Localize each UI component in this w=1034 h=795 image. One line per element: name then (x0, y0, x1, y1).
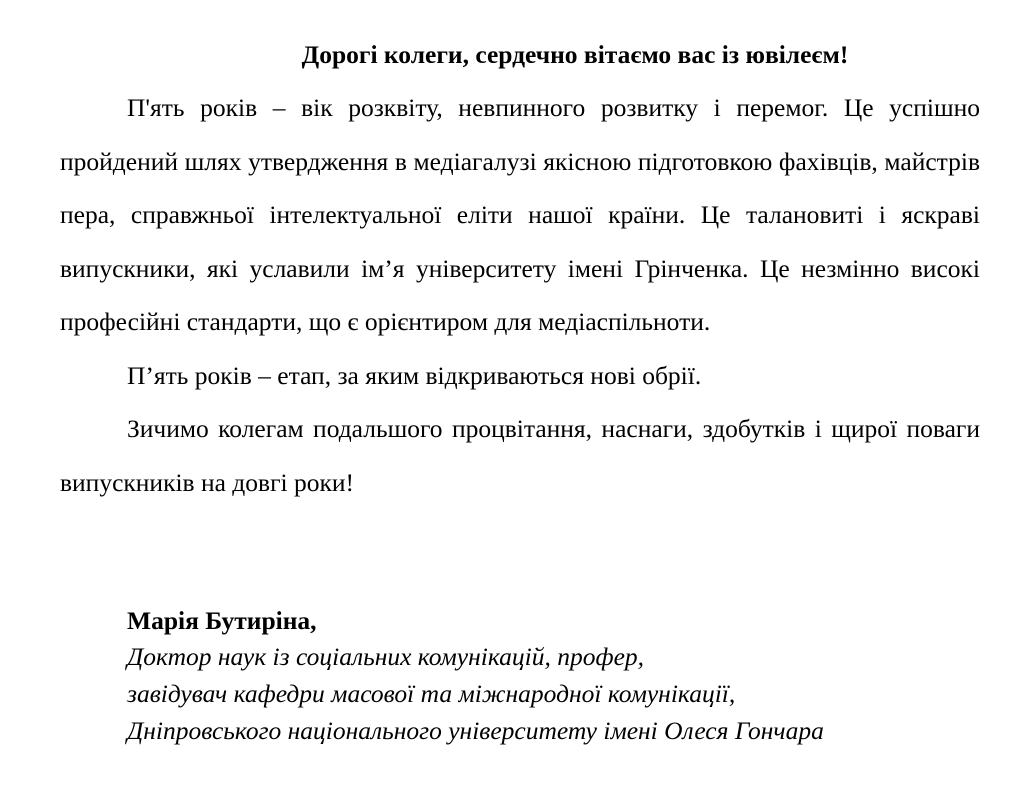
paragraph-wishes: Зичимо колегам подальшого процвітання, наснаги, здобутків і щирої поваги випускників на довгі роки! (60, 414, 980, 497)
paragraph-anniversary: П'ять років – вік розквіту, невпинного розвитку і перемог. Це успішно пройдений шлях утвердження в медіагалузі якісною підготовкою фахівців, майстрів пера, справжньої інтелектуальної еліти нашої країни. Це талановиті і яскраві випускники, які уславили ім’я університету імені Грінченка. Це незмінно високі професійні стандарти, що є орієнтиром для медіаспільноти. (60, 93, 980, 336)
signature-position: завідувач кафедри масової та міжнародної комунікації, (127, 679, 736, 708)
signature-university: Дніпровського національного університету імені Олеся Гончара (127, 716, 824, 745)
letter-body (60, 81, 980, 509)
signature-degree: Доктор наук із соціальних комунікацій, профер, (127, 642, 645, 671)
signature-block (127, 604, 1007, 749)
letter-heading: Дорогі колеги, сердечно вітаємо вас із ювілеєм! (301, 40, 849, 69)
signature-name: Марія Бутиріна, (127, 606, 317, 635)
paragraph-new-horizons: П’ять років – етап, за яким відкриваються нові обрії. (127, 360, 702, 390)
